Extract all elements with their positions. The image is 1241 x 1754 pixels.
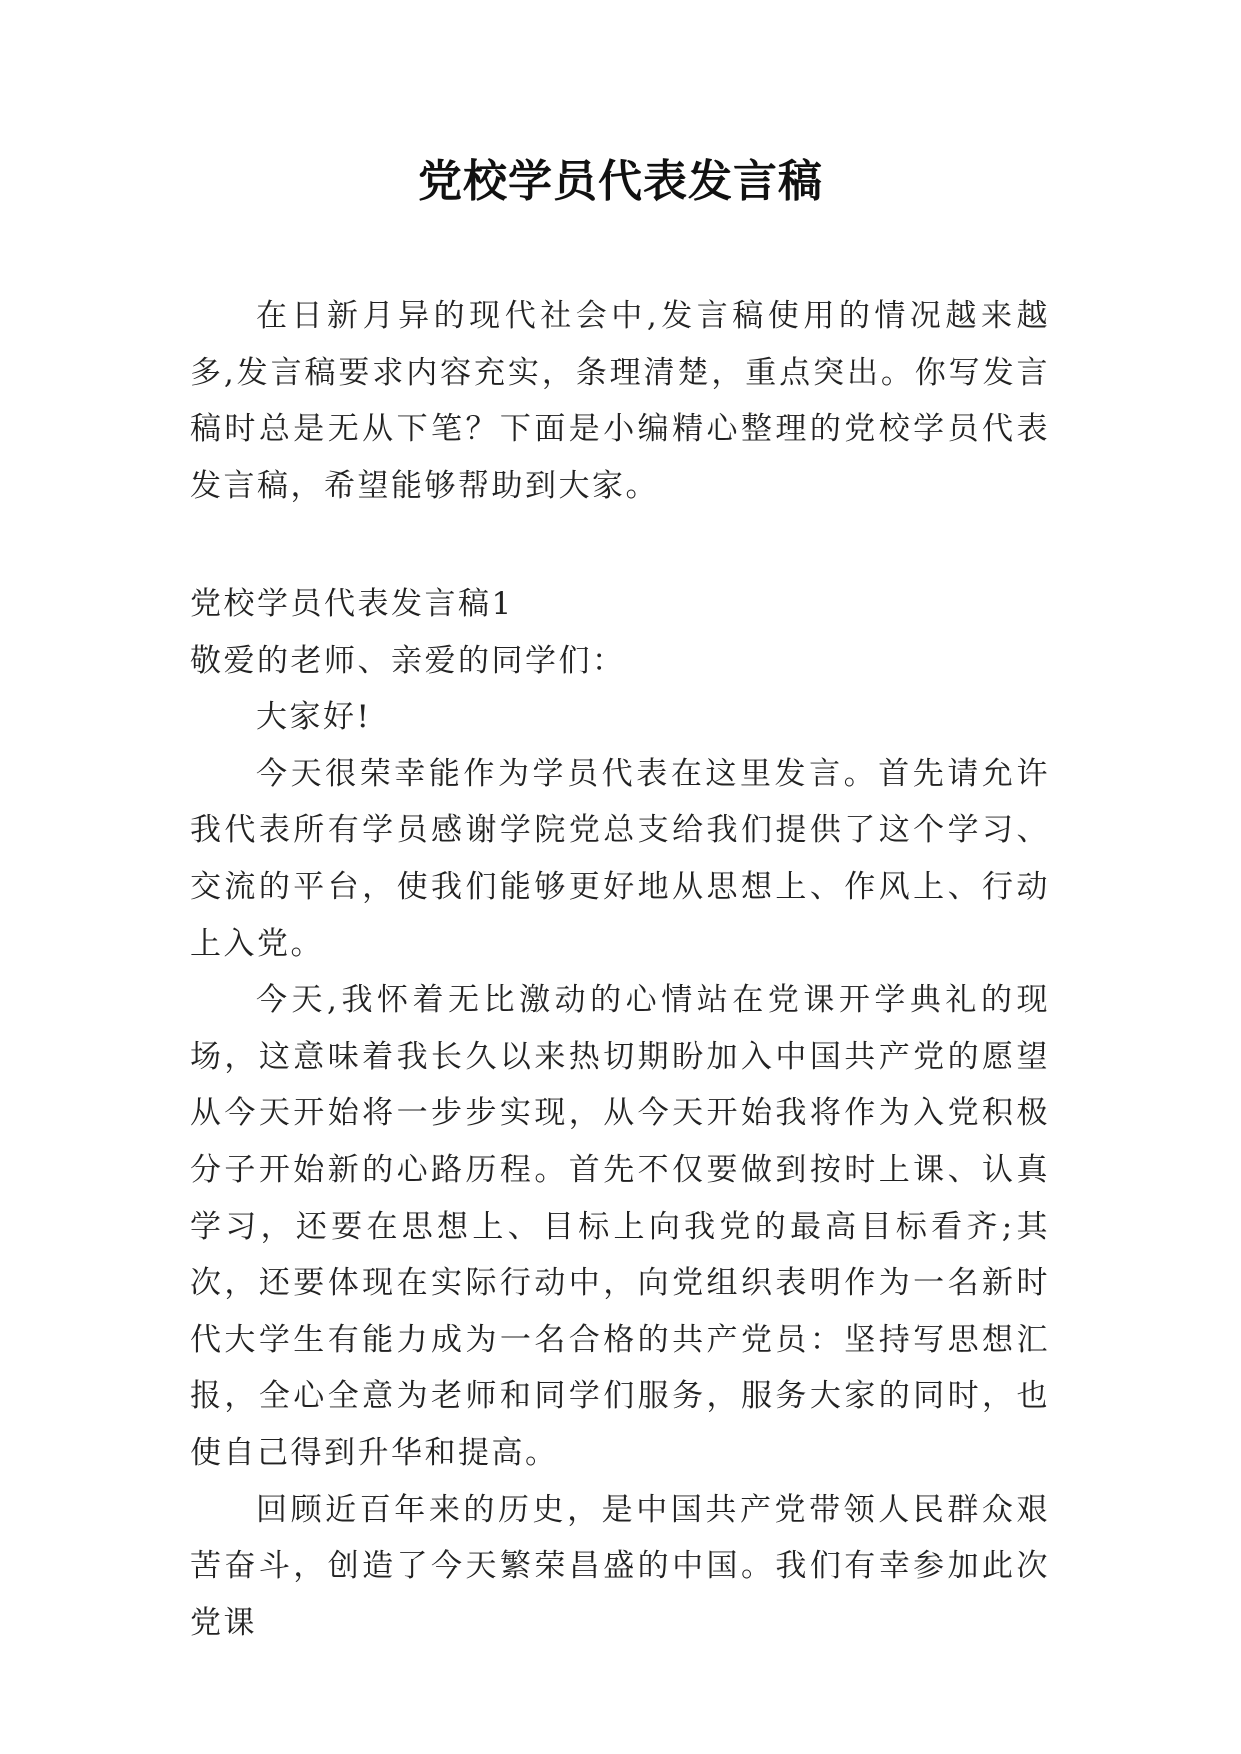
body-paragraph-1: 今天很荣幸能作为学员代表在这里发言。首先请允许我代表所有学员感谢学院党总支给我们提供了这个学习、交流的平台，使我们能够更好地从思想上、作风上、行动上入党。 <box>190 755 1050 962</box>
body-paragraph-2: 今天,我怀着无比激动的心情站在党课开学典礼的现场，这意味着我长久以来热切期盼加入中国共产党的愿望从今天开始将一步步实现，从今天开始我将作为入党积极分子开始新的心路历程。首先不仅要做到按时上课、认真学习，还要在思想上、目标上向我党的最高目标看齐;其次，还要体现在实际行动中，向党组织表明作为一名新时代大学生有能力成为一名合格的共产党员：坚持写思想汇报，全心全意为老师和同学们服务，服务大家的同时，也使自己得到升华和提高。 <box>190 982 1050 1471</box>
document-title: 党校学员代表发言稿 <box>418 156 823 207</box>
greeting: 大家好! <box>256 699 372 736</box>
body-paragraph-3: 回顾近百年来的历史，是中国共产党带领人民群众艰苦奋斗，创造了今天繁荣昌盛的中国。我们有幸参加此次党课 <box>190 1491 1050 1641</box>
salutation: 敬爱的老师、亲爱的同学们： <box>190 642 626 679</box>
intro-paragraph: 在日新月异的现代社会中,发言稿使用的情况越来越多,发言稿要求内容充实，条理清楚，重点突出。你写发言稿时总是无从下笔？下面是小编精心整理的党校学员代表发言稿，希望能够帮助到大家。 <box>190 298 1050 504</box>
speech-body <box>190 576 1050 1651</box>
section-heading: 党校学员代表发言稿1 <box>190 586 514 622</box>
